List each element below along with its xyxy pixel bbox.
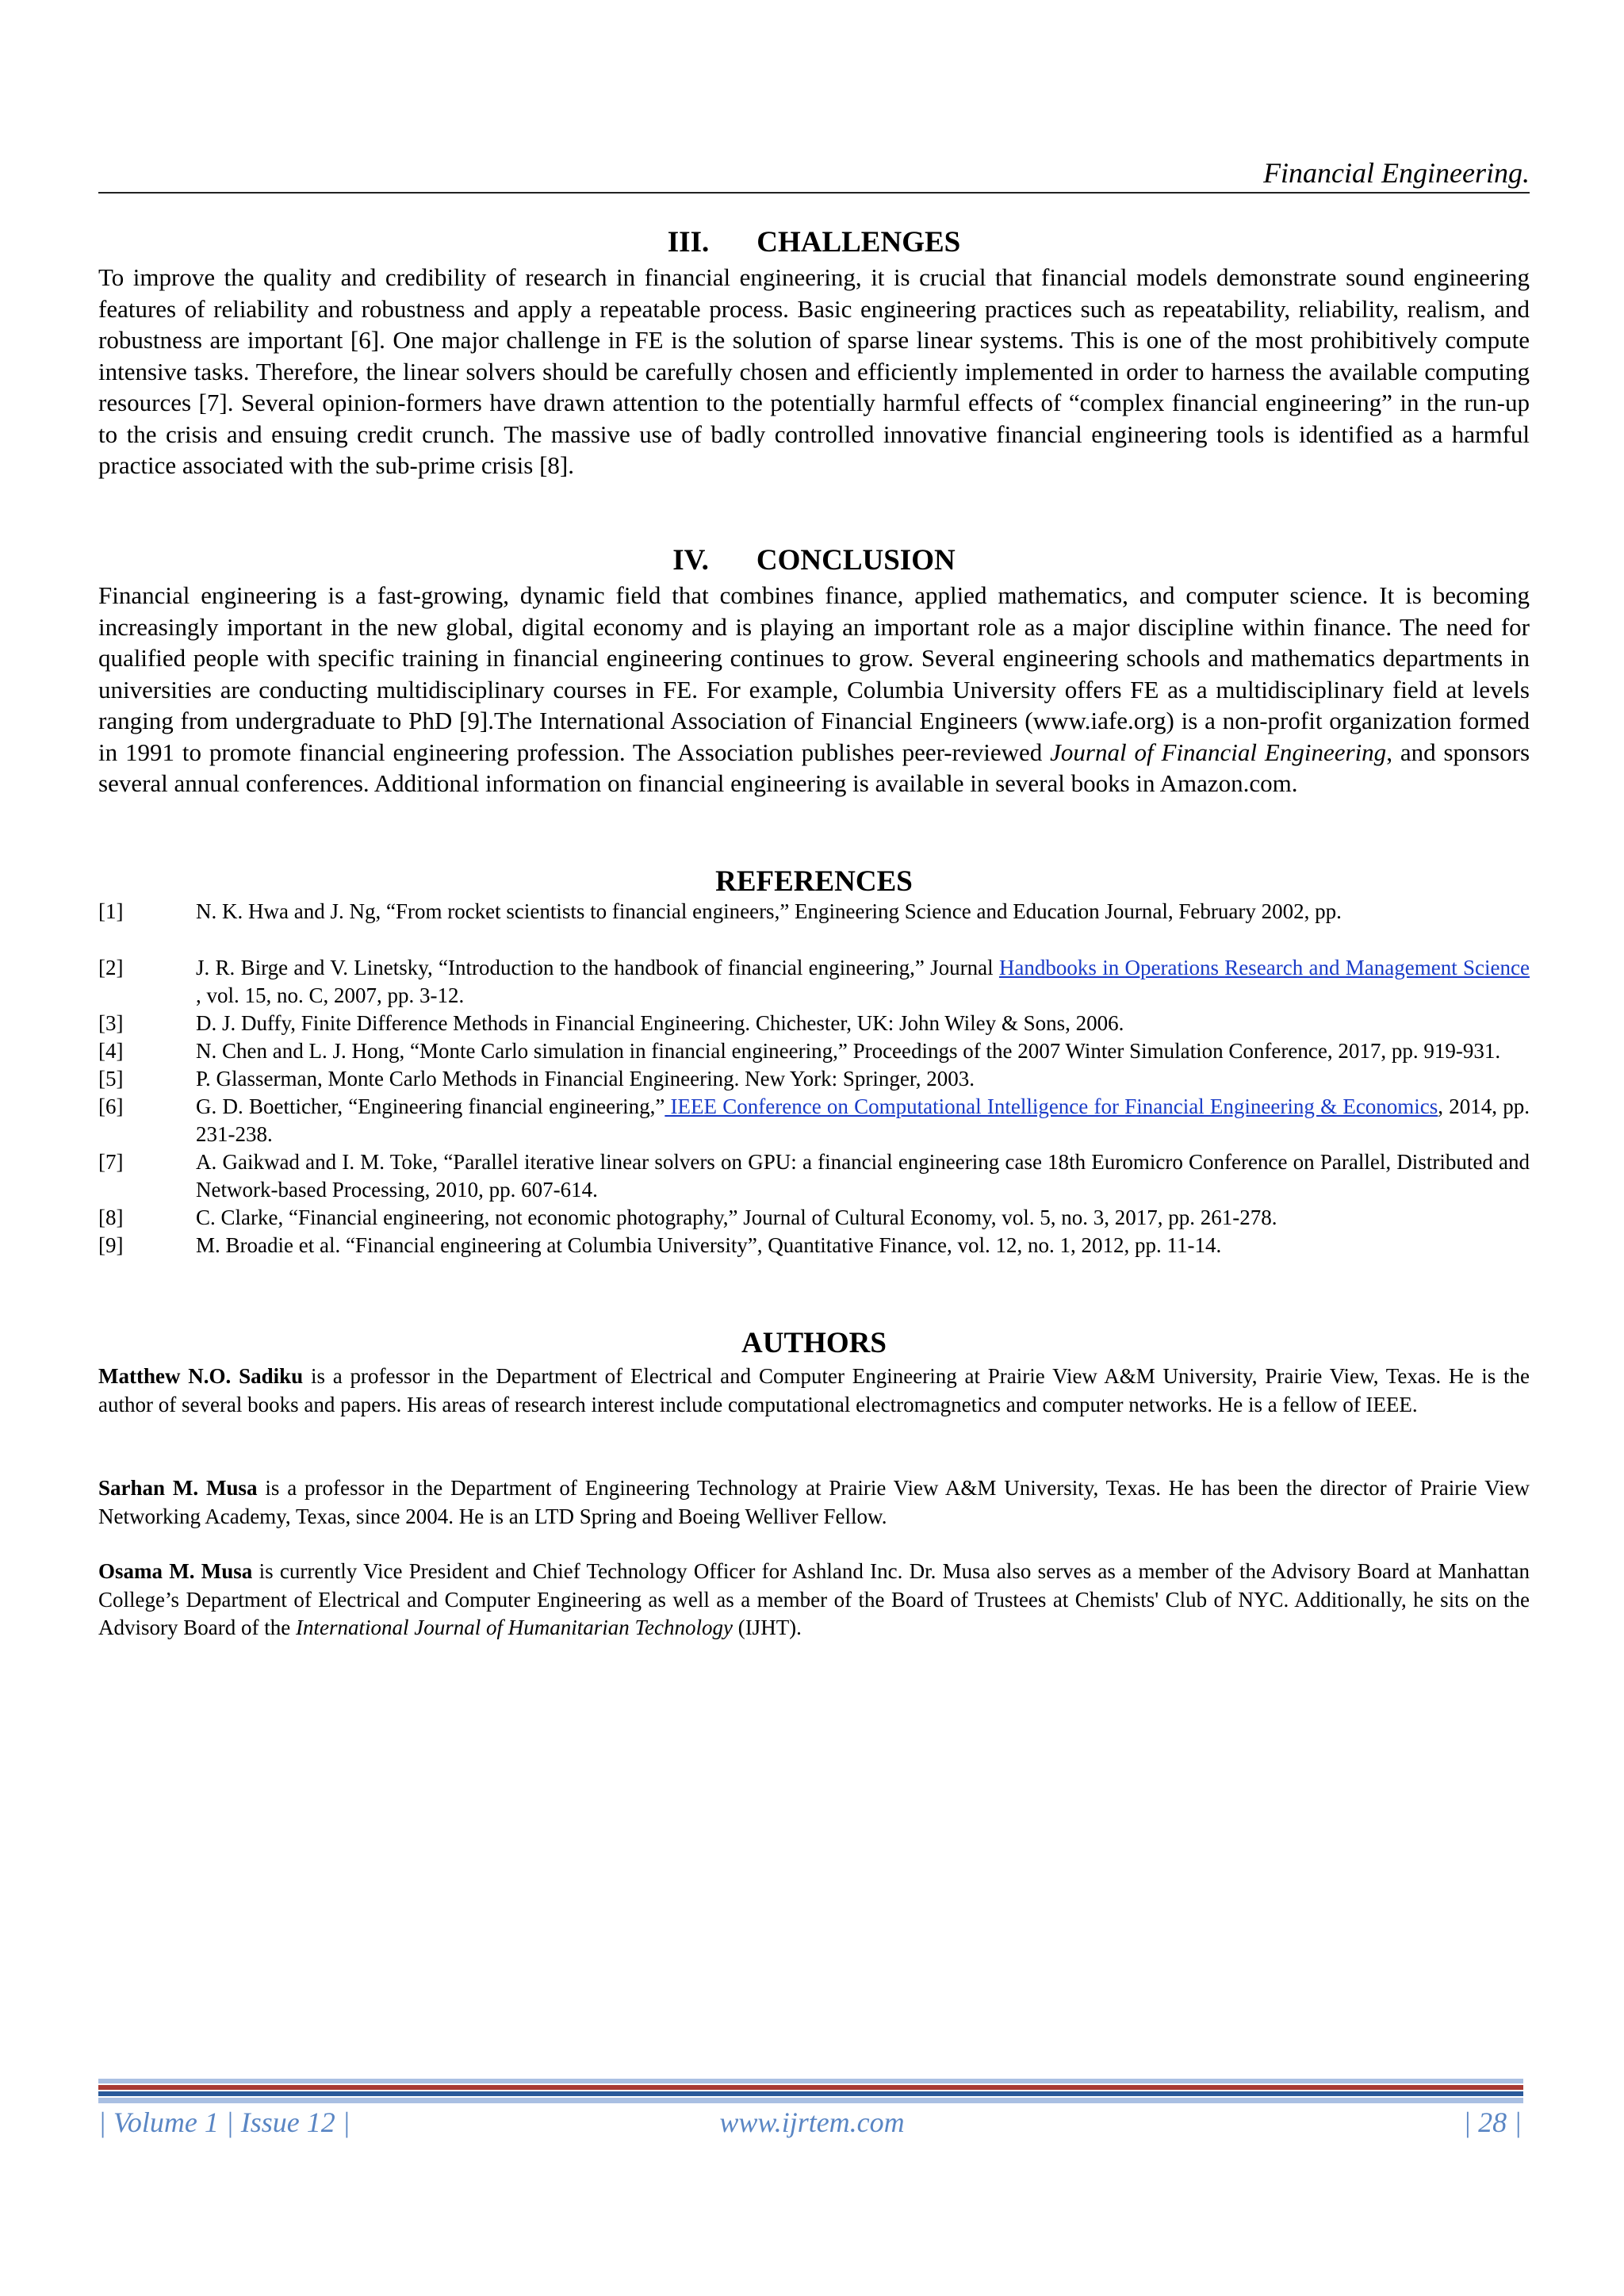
reference-item [98, 1037, 1530, 1065]
reference-number: [8] [98, 1205, 124, 1229]
running-header [98, 154, 1530, 194]
author-name: Sarhan M. Musa [98, 1476, 258, 1500]
reference-item [98, 1010, 1530, 1037]
author-bio [98, 1363, 1530, 1419]
reference-number: [9] [98, 1233, 124, 1257]
reference-text: N. K. Hwa and J. Ng, “From rocket scientists to financial engineers,” Engineering Science and Education Journal, February 2002, pp. [196, 899, 1342, 923]
reference-list [98, 898, 1530, 1259]
journal-name: International Journal of Humanitarian Technology [295, 1616, 733, 1639]
conclusion-paragraph [98, 580, 1530, 799]
reference-number: [7] [98, 1150, 124, 1174]
reference-text: G. D. Boetticher, “Engineering financial engineering,” IEEE Conference on Computational Intelligence for Financial Engineering & Economics, 2014, pp. 231-238. [196, 1094, 1530, 1146]
conclusion-text-end: , and sponsors several annual conferences. Additional information on financial engineering is available in several books in Amazon.com. [98, 738, 1530, 797]
reference-item [98, 954, 1530, 1010]
author-name: Matthew N.O. Sadiku [98, 1364, 304, 1388]
section-title: CONCLUSION [756, 544, 956, 577]
author-text: is a professor in the Department of Engineering Technology at Prairie View A&M University, Texas. He has been the director of Prairie View Networking Academy, Texas, since 2004. He is an LTD Spring and Boeing Welliver Fellow. [98, 1476, 1530, 1528]
reference-link[interactable]: IEEE Conference on Computational Intelligence for Financial Engineering & Economics [665, 1094, 1438, 1118]
author-bio [98, 1474, 1530, 1531]
challenges-paragraph: To improve the quality and credibility of research in financial engineering, it is crucial that financial models demonstrate sound engineering features of reliability and robustness and apply a repeatable process. Basic engineering practices such as repeatability, reliability, realism, and robustness are important [6]. One major challenge in FE is the solution of sparse linear systems. This is one of the most prohibitively compute intensive tasks. Therefore, the linear solvers should be carefully chosen and efficiently implemented in order to harness the available computing resources [7]. Several opinion-formers have drawn attention to the potentially harmful effects of “complex financial engineering” in the run-up to the crisis and ensuing credit crunch. The massive use of badly controlled innovative financial engineering tools is identified as a harmful practice associated with the sub-prime crisis [8]. [98, 263, 1530, 479]
reference-item [98, 1093, 1530, 1148]
reference-item [98, 898, 1530, 926]
conclusion-text: Financial engineering is a fast-growing, dynamic field that combines finance, applied mathematics, and computer science. It is becoming increasingly important in the new global, digital economy and is playing an important role as a major discipline within finance. The need for qualified people with specific training in financial engineering continues to grow. Several engineering schools and mathematics departments in universities are conducting multidisciplinary courses in FE. For example, Columbia University offers FE as a multidisciplinary field at levels ranging from undergraduate to PhD [9].The International Association of Financial Engineers (www.iafe.org) is a non-profit organization formed in 1991 to promote financial engineering profession. The Association publishes peer-reviewed [98, 581, 1530, 766]
author-text-end: (IJHT). [732, 1616, 802, 1639]
footer-volume-issue: | Volume 1 | Issue 12 | [98, 2106, 350, 2138]
authors-heading [98, 1326, 1530, 1361]
reference-link[interactable]: Handbooks in Operations Research and Management Science [998, 956, 1530, 979]
section-number: III. [667, 226, 710, 259]
running-title: Financial Engineering. [1263, 157, 1530, 189]
reference-item [98, 1204, 1530, 1232]
reference-text: A. Gaikwad and I. M. Toke, “Parallel iterative linear solvers on GPU: a financial engineering case 18th Euromicro Conference on Parallel, Distributed and Network-based Processing, 2010, pp. 607-614. [196, 1150, 1530, 1202]
conclusion-heading [98, 543, 1530, 578]
section-title: AUTHORS [741, 1327, 887, 1359]
challenges-heading [98, 225, 1530, 260]
reference-number: [3] [98, 1011, 124, 1035]
reference-number: [1] [98, 899, 124, 923]
author-text: is a professor in the Department of Electrical and Computer Engineering at Prairie View A&M University, Prairie View, Texas. He is the author of several books and papers. His areas of research interest include computational electromagnetics and computer networks. He is a fellow of IEEE. [98, 1364, 1530, 1416]
reference-number: [2] [98, 956, 124, 979]
reference-text: J. R. Birge and V. Linetsky, “Introduction to the handbook of financial engineering,” Journal Handbooks in Operations Research and Management Science , vol. 15, no. C, 2007, pp. 3-12. [196, 956, 1530, 1007]
footer-rule [98, 2079, 1523, 2102]
section-title: REFERENCES [715, 865, 913, 898]
reference-text: C. Clarke, “Financial engineering, not economic photography,” Journal of Cultural Economy, vol. 5, no. 3, 2017, pp. 261-278. [196, 1205, 1277, 1229]
reference-text: M. Broadie et al. “Financial engineering at Columbia University”, Quantitative Finance, vol. 12, no. 1, 2012, pp. 11-14. [196, 1233, 1222, 1257]
reference-item [98, 1065, 1530, 1093]
reference-text: D. J. Duffy, Finite Difference Methods in Financial Engineering. Chichester, UK: John Wiley & Sons, 2006. [196, 1011, 1124, 1035]
section-title: CHALLENGES [756, 226, 961, 259]
reference-text: P. Glasserman, Monte Carlo Methods in Financial Engineering. New York: Springer, 2003. [196, 1067, 975, 1091]
reference-number: [5] [98, 1067, 124, 1091]
author-text: is currently Vice President and Chief Technology Officer for Ashland Inc. Dr. Musa also serves as a member of the Advisory Board at Manhattan College’s Department of Electrical and Computer Engineering as well as a member of the Board of Trustees at Chemists' Club of NYC. Additionally, he sits on the Advisory Board of the [98, 1559, 1530, 1639]
section-number: IV. [672, 544, 709, 577]
author-name: Osama M. Musa [98, 1559, 253, 1583]
footer-page-number: | 28 | [1463, 2106, 1522, 2138]
reference-number: [4] [98, 1039, 124, 1063]
reference-item [98, 1232, 1530, 1259]
reference-item [98, 1148, 1530, 1204]
reference-text: N. Chen and L. J. Hong, “Monte Carlo simulation in financial engineering,” Proceedings of the 2007 Winter Simulation Conference, 2017, pp. 919-931. [196, 1039, 1501, 1063]
author-bio [98, 1558, 1530, 1642]
reference-number: [6] [98, 1094, 124, 1118]
journal-name: Journal of Financial Engineering [1050, 738, 1387, 766]
footer-website[interactable]: www.ijrtem.com [719, 2106, 905, 2138]
references-heading [98, 864, 1530, 899]
